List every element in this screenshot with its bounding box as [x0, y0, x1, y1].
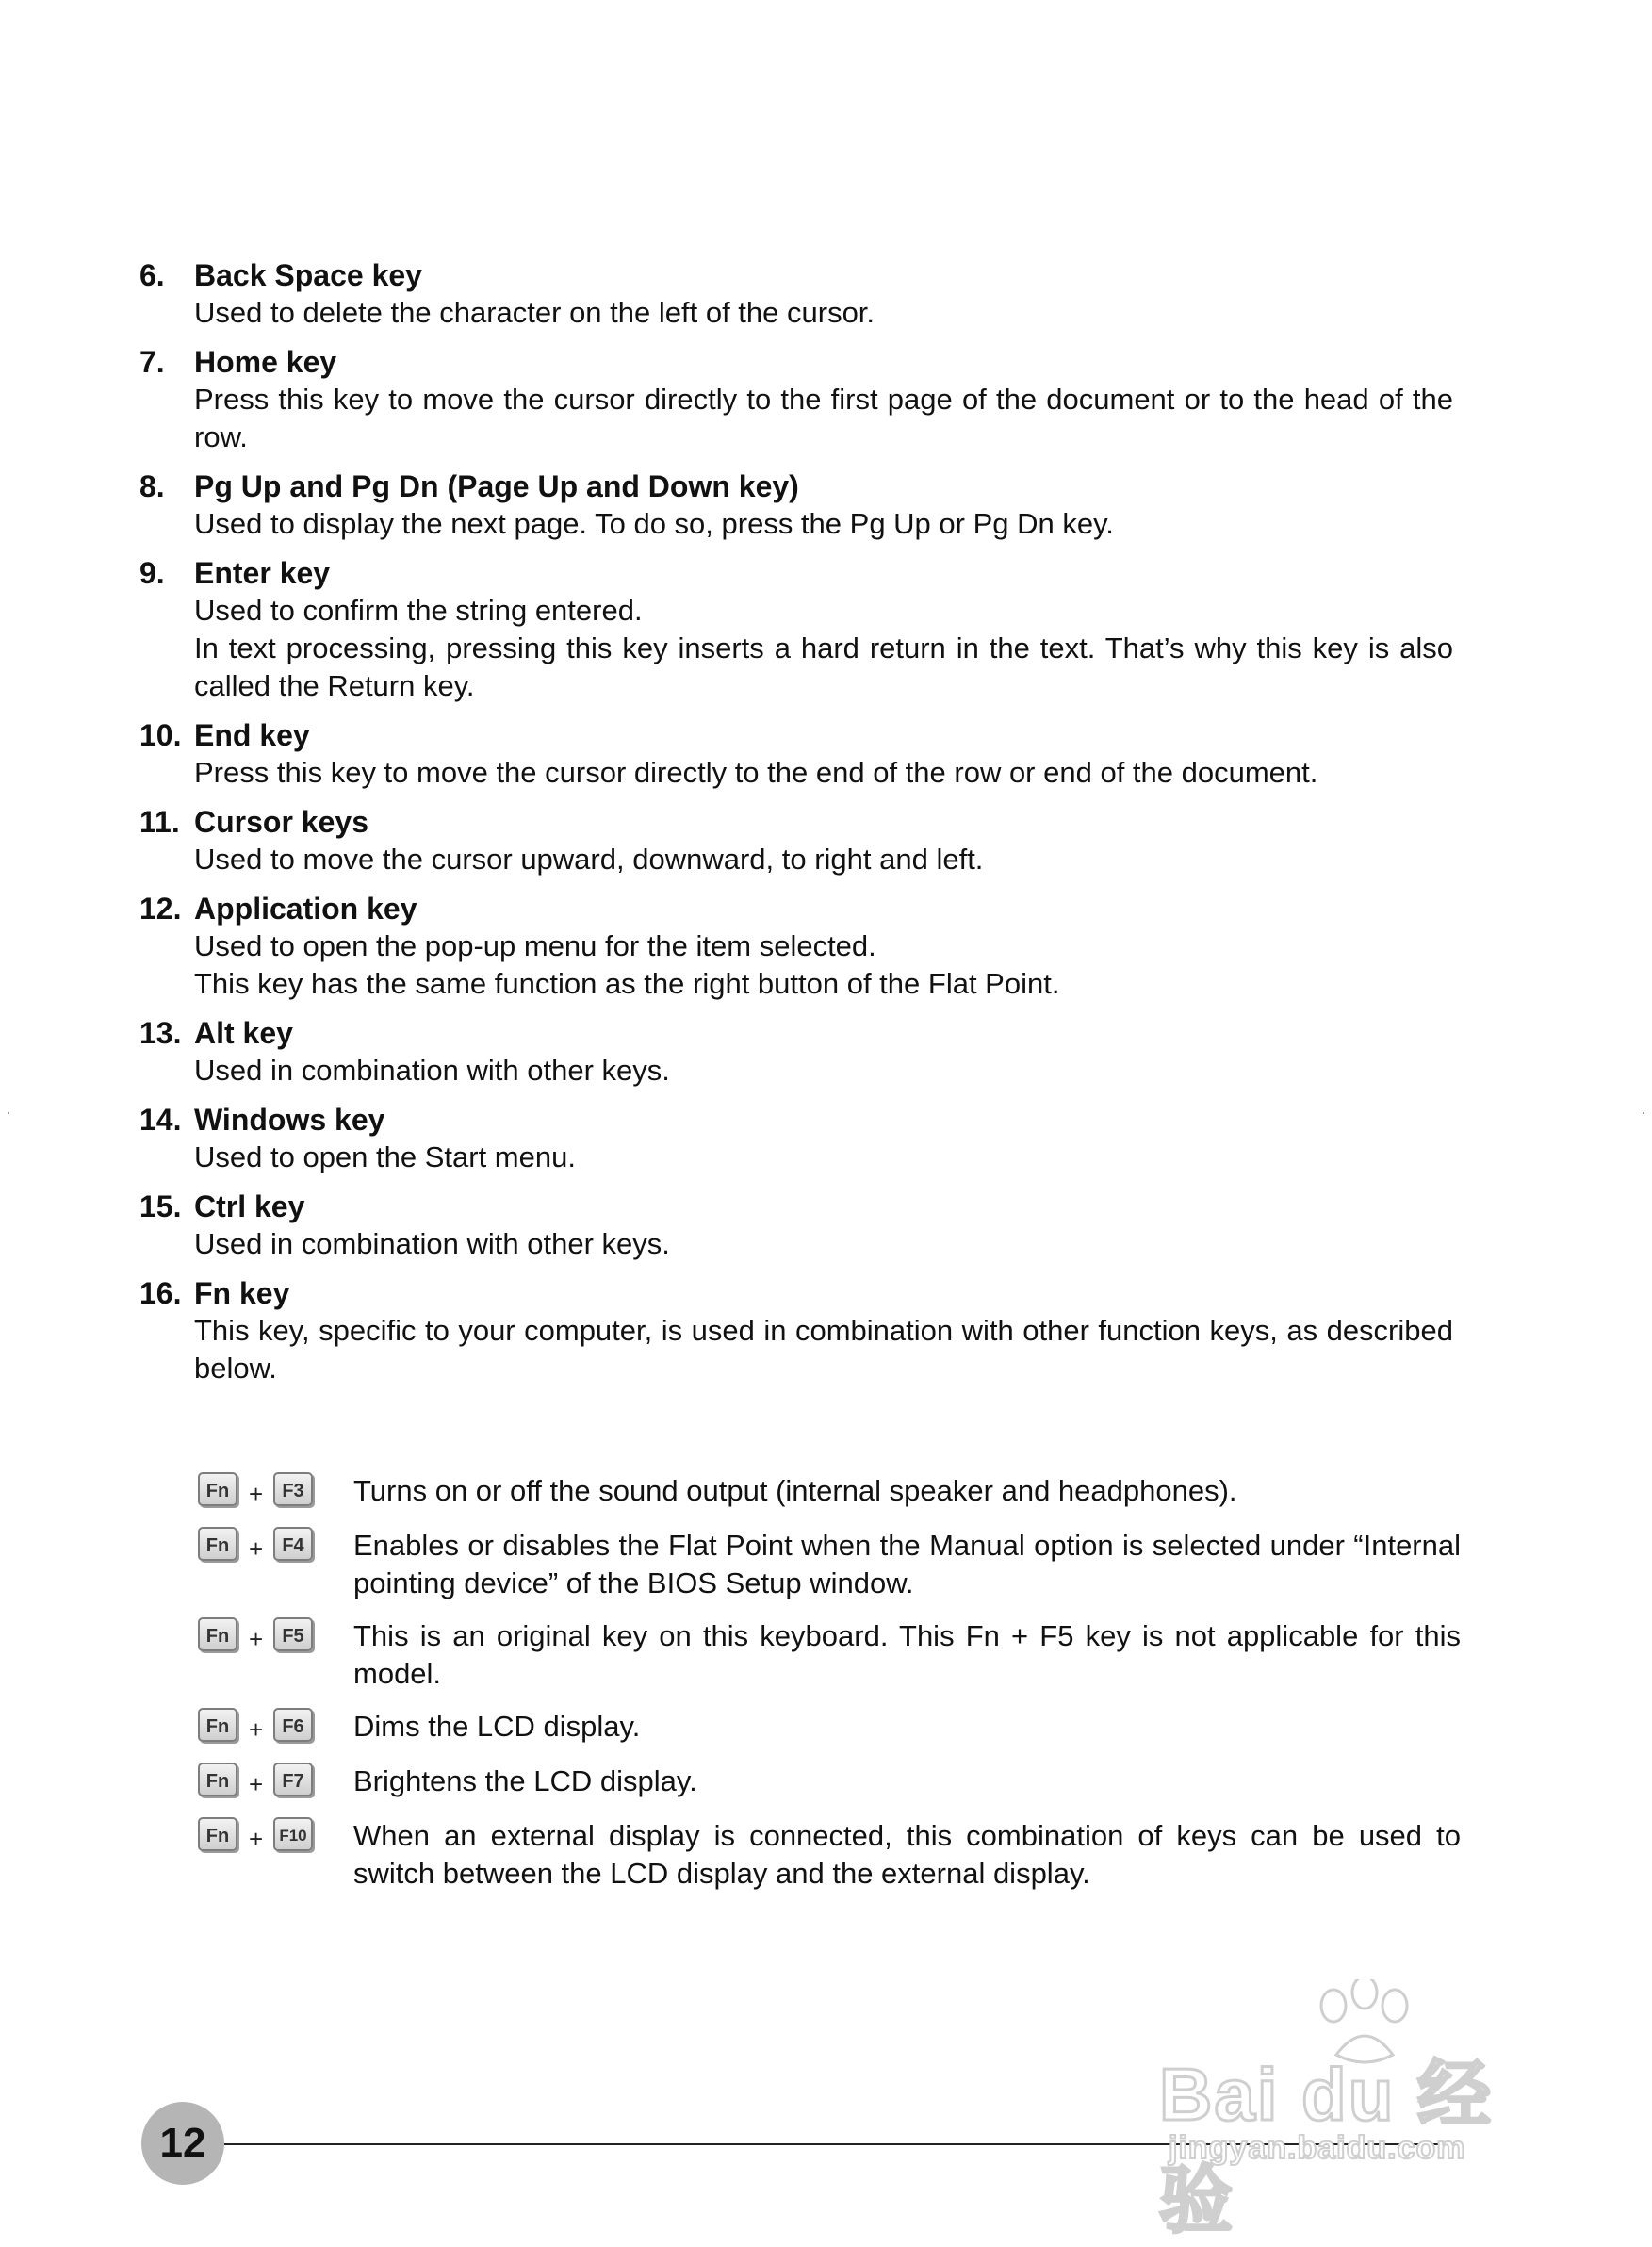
fn-key-icon: Fn	[198, 1763, 237, 1796]
item-title: Enter key	[194, 556, 331, 590]
list-item	[139, 1014, 1459, 1090]
list-item	[139, 467, 1459, 543]
list-item	[139, 1101, 1459, 1176]
item-text: This key, specific to your computer, is used in combination with other function keys, as described below.	[194, 1314, 1453, 1385]
item-number: 7.	[139, 345, 165, 379]
plus-sign: +	[249, 1534, 264, 1563]
list-item	[139, 803, 1459, 878]
item-title: Home key	[194, 345, 337, 379]
fn-key-icon: Fn	[198, 1617, 237, 1651]
item-description	[194, 754, 1453, 792]
item-heading	[139, 1274, 1459, 1312]
fn-key-icon: Fn	[198, 1708, 237, 1742]
item-title: Fn key	[194, 1276, 290, 1310]
item-text: Used in combination with other keys.	[194, 1227, 670, 1260]
plus-sign: +	[249, 1480, 264, 1508]
item-text: Used to open the Start menu.	[194, 1140, 576, 1173]
f10-key-icon: F10	[273, 1817, 313, 1851]
fn-combo-description: Brightens the LCD display.	[353, 1764, 697, 1797]
item-number: 10.	[139, 718, 182, 752]
plus-sign: +	[249, 1825, 264, 1853]
list-item	[139, 716, 1459, 792]
item-title: Back Space key	[194, 258, 422, 292]
margin-mark	[1643, 1112, 1644, 1114]
fn-key-icon: Fn	[198, 1817, 237, 1851]
item-description	[194, 1312, 1453, 1387]
item-description	[194, 841, 1453, 878]
item-number: 12.	[139, 892, 182, 926]
page-number: 12	[141, 2102, 224, 2185]
item-title: Application key	[194, 892, 417, 926]
item-text: Used to move the cursor upward, downward, to right and left.	[194, 843, 984, 876]
fn-combo-description: Enables or disables the Flat Point when the Manual option is selected under “Internal pointing device” of the BIOS Setup window.	[353, 1529, 1461, 1599]
key-combination	[198, 1763, 320, 1802]
item-number: 8.	[139, 469, 165, 503]
item-description	[194, 294, 1453, 332]
key-description-list	[139, 256, 1459, 1399]
list-item	[139, 1188, 1459, 1263]
fn-key-icon: Fn	[198, 1472, 237, 1506]
list-item	[139, 890, 1459, 1003]
watermark-brand: Bai du 经验	[1159, 2053, 1494, 2241]
key-combination	[198, 1817, 320, 1857]
item-number: 15.	[139, 1189, 182, 1223]
item-text: Used to delete the character on the left of the cursor.	[194, 296, 875, 329]
item-number: 9.	[139, 556, 165, 590]
fn-combo-row	[198, 1472, 1461, 1512]
list-item	[139, 256, 1459, 332]
key-combination	[198, 1527, 320, 1566]
item-number: 16.	[139, 1276, 182, 1310]
item-title: Pg Up and Pg Dn (Page Up and Down key)	[194, 469, 799, 503]
margin-mark	[8, 1112, 9, 1114]
plus-sign: +	[249, 1625, 264, 1653]
fn-key-combination-list	[198, 1472, 1461, 1908]
fn-combo-row	[198, 1527, 1461, 1602]
f7-key-icon: F7	[273, 1763, 313, 1796]
item-number: 6.	[139, 258, 165, 292]
item-description	[194, 592, 1453, 705]
item-text: Used to confirm the string entered.	[194, 594, 643, 627]
item-text: Used to open the pop-up menu for the item selected.	[194, 929, 876, 962]
item-heading	[139, 803, 1459, 841]
item-text: In text processing, pressing this key inserts a hard return in the text. That’s why this key is also called the Return key.	[194, 631, 1453, 702]
item-text: Used to display the next page. To do so, press the Pg Up or Pg Dn key.	[194, 507, 1114, 540]
f5-key-icon: F5	[273, 1617, 313, 1651]
f4-key-icon: F4	[273, 1527, 313, 1561]
key-combination	[198, 1472, 320, 1512]
item-description	[194, 1139, 1453, 1176]
fn-combo-description: When an external display is connected, this combination of keys can be used to switch between the LCD display and the external display.	[353, 1819, 1461, 1890]
item-heading	[139, 467, 1459, 505]
item-heading	[139, 1014, 1459, 1052]
list-item	[139, 554, 1459, 705]
item-description	[194, 927, 1453, 1003]
fn-combo-description: Dims the LCD display.	[353, 1710, 641, 1743]
item-heading	[139, 890, 1459, 927]
fn-combo-row	[198, 1763, 1461, 1802]
f3-key-icon: F3	[273, 1472, 313, 1506]
item-heading	[139, 343, 1459, 381]
item-title: Windows key	[194, 1103, 385, 1137]
item-number: 13.	[139, 1016, 182, 1050]
plus-sign: +	[249, 1770, 264, 1798]
key-combination	[198, 1708, 320, 1747]
item-heading	[139, 1101, 1459, 1139]
fn-combo-row	[198, 1617, 1461, 1693]
item-title: Alt key	[194, 1016, 293, 1050]
item-heading	[139, 554, 1459, 592]
item-number: 14.	[139, 1103, 182, 1137]
watermark-url: jingyan.baidu.com	[1169, 2130, 1466, 2166]
item-description	[194, 381, 1453, 456]
item-description	[194, 1225, 1453, 1263]
fn-combo-description: This is an original key on this keyboard. This Fn + F5 key is not applicable for this model.	[353, 1619, 1461, 1690]
fn-key-icon: Fn	[198, 1527, 237, 1561]
item-heading	[139, 256, 1459, 294]
item-heading	[139, 716, 1459, 754]
fn-combo-row	[198, 1708, 1461, 1747]
baidu-watermark	[1159, 1979, 1555, 2241]
item-text: Press this key to move the cursor directly to the end of the row or end of the document.	[194, 756, 1318, 789]
item-text: Used in combination with other keys.	[194, 1054, 670, 1087]
list-item	[139, 343, 1459, 456]
item-title: Cursor keys	[194, 805, 368, 839]
item-text: This key has the same function as the right button of the Flat Point.	[194, 967, 1060, 1000]
item-text: Press this key to move the cursor directly to the first page of the document or to the head of the row.	[194, 383, 1453, 453]
fn-combo-description: Turns on or off the sound output (internal speaker and headphones).	[353, 1474, 1237, 1507]
item-title: Ctrl key	[194, 1189, 305, 1223]
list-item	[139, 1274, 1459, 1387]
item-title: End key	[194, 718, 310, 752]
key-combination	[198, 1617, 320, 1657]
item-number: 11.	[139, 805, 180, 839]
item-description	[194, 1052, 1453, 1090]
item-description	[194, 505, 1453, 543]
fn-combo-row	[198, 1817, 1461, 1893]
f6-key-icon: F6	[273, 1708, 313, 1742]
plus-sign: +	[249, 1715, 264, 1744]
item-heading	[139, 1188, 1459, 1225]
